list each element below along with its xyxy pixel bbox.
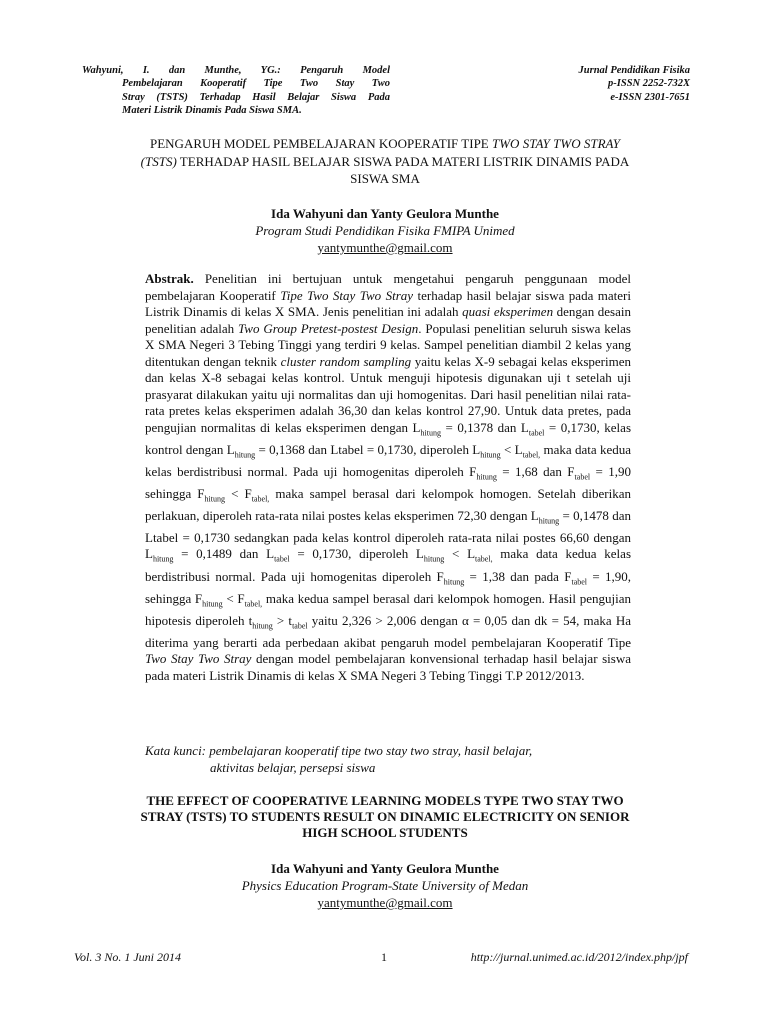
author-block-indonesian [140,205,630,256]
author-block-english [140,860,630,911]
volume-info: Vol. 3 No. 1 Juni 2014 [74,950,181,964]
journal-url[interactable]: http://jurnal.unimed.ac.id/2012/index.php/jpf [470,950,688,964]
affiliation: Physics Education Program-State University of Medan [241,878,529,893]
keywords [145,743,631,776]
journal-name: Jurnal Pendidikan Fisika [578,65,690,76]
page-number: 1 [381,950,387,964]
abstract: Abstrak. Penelitian ini bertujuan untuk mengetahui pengaruh penggunaan model pembelajaran Kooperatif Tipe Two Stay Two Stray terhadap hasil belajar siswa pada materi Listrik Dinamis di kelas X SMA. Jenis penelitian ini adalah quasi eksperimen dengan desain penelitian adalah Two Group Pretest-postest Design. Populasi penelitian seluruh siswa kelas X SMA Negeri 3 Tebing Tinggi yang terdiri 9 kelas. Sampel penelitian diambil 2 kelas yang ditentukan dengan teknik cluster random sampling yaitu kelas X-9 sebagai kelas eksperimen dan kelas X-8 sebagai kelas kontrol. Untuk menguji hipotesis digunakan uji t setelah uji prasyarat dilakukan yaitu uji normalitas dan uji homogenitas. Dari hasil penelitian nilai rata-rata pretes kelas eksperimen adalah 36,30 dan kelas kontrol 27,90. Untuk data pretes, pada pengujian normalitas di kelas eksperimen dengan $L_{hitung} = 0,1378$ dan $L_{tabel} = 0,1730$, kelas kontrol dengan $L_{hitung} = 0,1368$ dan Ltabel = 0,1730, diperoleh $L_{hitung} < L_{tabel,}$ maka data kedua kelas berdistribusi normal. Pada uji homogenitas diperoleh $F_{hitung} = 1,68$ dan $F_{tabel} = 1,90$ sehingga $F_{hitung} < F_{tabel,}$ maka sampel berasal dari kelompok homogen. Setelah diberikan perlakuan, diperoleh rata-rata nilai postes kelas eksperimen 72,30 dengan $L_{hitung} = 0,1478$ dan Ltabel = 0,1730 sedangkan pada kelas kontrol diperoleh rata-rata nilai postes 66,60 dengan $L_{hitung} = 0,1489$ dan $L_{tabel} = 0,1730$, diperoleh $L_{hitung} < L_{tabel,}$ maka data kedua kelas berdistribusi normal. Pada uji homogenitas diperoleh $F_{hitung} = 1,38$ dan pada $F_{tabel} = 1,90$, sehingga $F_{hitung} < F_{tabel,}$ maka kedua sampel berasal dari kelompok homogen. Hasil pengujian hipotesis diperoleh $t_{hitung} > t_{tabel}$ yaitu 2,326 > 2,006 dengan α = 0,05 dan dk = 54, maka Ha diterima yang berarti ada perbedaan akibat pengaruh model pembelajaran Kooperatif Tipe Two Stay Two Stray dengan model pembelajaran konvensional terhadap hasil belajar siswa pada materi Listrik Dinamis di kelas X SMA Negeri 3 Tebing Tinggi T.P 2012/2013. [145,271,632,683]
author-names: Ida Wahyuni and Yanty Geulora Munthe [271,861,499,876]
email-link[interactable]: yantymunthe@gmail.com [317,895,453,910]
journal-header [490,64,690,104]
running-citation [82,64,390,118]
keywords-line: aktivitas belajar, persepsi siswa [210,759,376,775]
citation-line: Stray (TSTS) Terhadap Hasil Belajar Siswa Pada [122,91,390,103]
citation-line: Pembelajaran Kooperatif Tipe Two Stay Two [122,78,390,90]
affiliation: Program Studi Pendidikan Fisika FMIPA Unimed [255,223,515,238]
paper-title-indonesian: PENGARUH MODEL PEMBELAJARAN KOOPERATIF TIPE TWO STAY TWO STRAY (TSTS) TERHADAP HASIL BELAJAR SISWA PADA MATERI LISTRIK DINAMIS PADA SISWA SMA [140,136,630,186]
author-names: Ida Wahyuni dan Yanty Geulora Munthe [271,206,499,221]
e-issn: e-ISSN 2301-7651 [610,91,690,103]
citation-line: Materi Listrik Dinamis Pada Siswa SMA. [122,105,302,117]
keywords-line: Kata kunci: pembelajaran kooperatif tipe two stay two stray, hasil belajar, [145,743,533,758]
citation-line: Wahyuni, I. dan Munthe, YG.: Pengaruh Model [82,65,390,76]
abstract-label: Abstrak. [145,271,194,286]
p-issn: p-ISSN 2252-732X [608,78,690,90]
paper-title-english: THE EFFECT OF COOPERATIVE LEARNING MODELS TYPE TWO STAY TWO STRAY (TSTS) TO STUDENTS RESULT ON DINAMIC ELECTRICITY ON SENIOR HIGH SCHOOL STUDENTS [140,793,630,840]
email-link[interactable]: yantymunthe@gmail.com [317,240,453,255]
